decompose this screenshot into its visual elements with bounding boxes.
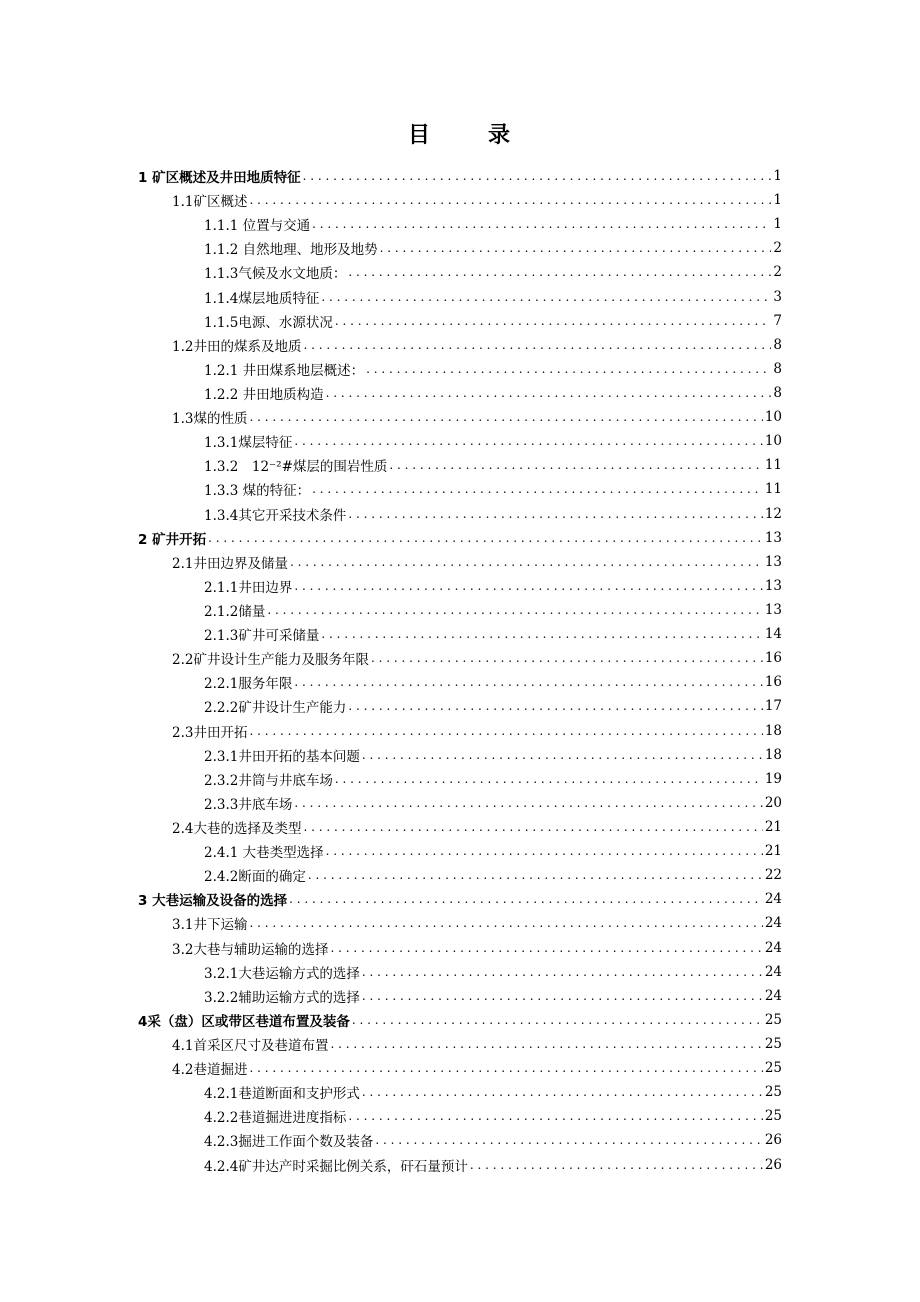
toc-entry-label: 1.1矿区概述 — [172, 194, 248, 211]
toc-entry-label: 2.2矿井设计生产能力及服务年限 — [172, 652, 369, 669]
toc-dot-leader — [303, 169, 772, 183]
toc-dot-leader — [249, 724, 762, 738]
toc-entry[interactable] — [138, 911, 782, 935]
toc-page-number: 2 — [773, 240, 782, 257]
toc-dot-leader — [362, 1085, 763, 1099]
toc-page-number: 24 — [764, 891, 782, 908]
toc-page-number: 25 — [764, 1084, 782, 1101]
toc-dot-leader — [326, 386, 772, 400]
toc-entry-label: 1.1.2 自然地理、地形及地势 — [204, 242, 378, 259]
toc-entry[interactable] — [138, 863, 782, 887]
toc-dot-leader — [249, 916, 762, 930]
toc-dot-leader — [208, 531, 763, 545]
toc-page-number: 1 — [773, 216, 782, 233]
toc-entry-label: 1.1.1 位置与交通 — [204, 218, 311, 235]
toc-page-number: 24 — [764, 987, 782, 1004]
toc-entry[interactable] — [138, 622, 782, 646]
toc-entry[interactable] — [138, 453, 782, 477]
toc-page-number: 24 — [764, 915, 782, 932]
toc-dot-leader — [294, 796, 762, 810]
toc-page-number: 10 — [764, 409, 782, 426]
toc-page-number: 18 — [764, 722, 782, 739]
toc-dot-leader — [330, 1037, 762, 1051]
toc-entry[interactable] — [138, 1080, 782, 1104]
table-of-contents — [138, 164, 782, 1177]
toc-dot-leader — [348, 699, 762, 713]
toc-entry-label: 2.3.1井田开拓的基本问题 — [204, 748, 360, 765]
toc-entry[interactable] — [138, 791, 782, 815]
toc-page-number: 26 — [764, 1156, 782, 1173]
toc-entry[interactable] — [138, 839, 782, 863]
toc-page-number: 16 — [764, 674, 782, 691]
toc-page-number: 11 — [764, 481, 782, 498]
toc-entry[interactable] — [138, 477, 782, 501]
toc-entry[interactable] — [138, 164, 782, 188]
toc-dot-leader — [308, 868, 763, 882]
toc-dot-leader — [249, 193, 771, 207]
toc-dot-leader — [312, 482, 763, 496]
toc-page-number: 1 — [773, 168, 782, 185]
toc-entry[interactable] — [138, 188, 782, 212]
toc-entry-label: 1.1.5电源、水源状况 — [204, 314, 333, 331]
toc-page-number: 11 — [764, 457, 782, 474]
toc-entry[interactable] — [138, 526, 782, 550]
toc-entry-label: 1.2.2 井田地质构造 — [204, 387, 324, 404]
toc-dot-leader — [348, 507, 762, 521]
toc-page-number: 2 — [773, 264, 782, 281]
toc-dot-leader — [348, 1109, 762, 1123]
toc-dot-leader — [321, 627, 762, 641]
toc-entry[interactable] — [138, 333, 782, 357]
toc-entry[interactable] — [138, 743, 782, 767]
page-title — [0, 118, 920, 149]
toc-page-number: 24 — [764, 939, 782, 956]
toc-dot-leader — [249, 410, 762, 424]
toc-dot-leader — [362, 748, 763, 762]
toc-entry-label: 4采（盘）区或带区巷道布置及装备 — [138, 1013, 350, 1030]
toc-entry-label: 1 矿区概述及井田地质特征 — [138, 170, 301, 187]
toc-entry[interactable] — [138, 550, 782, 574]
toc-page-number: 10 — [764, 433, 782, 450]
toc-entry-label: 1.3.4其它开采技术条件 — [204, 507, 347, 524]
toc-page-number: 17 — [764, 698, 782, 715]
toc-page-number: 1 — [773, 192, 782, 209]
toc-dot-leader — [321, 290, 771, 304]
toc-page-number: 25 — [764, 1060, 782, 1077]
toc-dot-leader — [326, 844, 763, 858]
toc-entry-label: 4.2.3掘进工作面个数及装备 — [204, 1134, 374, 1151]
toc-dot-leader — [335, 772, 763, 786]
toc-entry-label: 1.2.1 井田煤系地层概述： — [204, 362, 365, 379]
toc-dot-leader — [294, 675, 762, 689]
toc-entry-label: 1.3.3 煤的特征： — [204, 483, 311, 500]
toc-entry-label: 1.3.1煤层特征 — [204, 435, 293, 452]
toc-page-number: 21 — [764, 819, 782, 835]
toc-entry[interactable] — [138, 260, 782, 284]
toc-entry-label: 2.1.3矿井可采储量 — [204, 628, 320, 645]
toc-dot-leader — [470, 1158, 763, 1172]
toc-page-number: 16 — [764, 650, 782, 667]
toc-entry-label: 2.1井田边界及储量 — [172, 555, 288, 572]
toc-entry-label: 2.4大巷的选择及类型 — [172, 821, 302, 837]
toc-dot-leader — [294, 579, 762, 593]
toc-entry-label: 4.2.1巷道断面和支护形式 — [204, 1086, 360, 1103]
toc-entry-label: 1.1.3气候及水文地质： — [204, 266, 347, 283]
toc-entry[interactable] — [138, 212, 782, 236]
toc-entry[interactable] — [138, 1104, 782, 1128]
toc-entry[interactable] — [138, 236, 782, 260]
toc-entry[interactable] — [138, 719, 782, 743]
toc-dot-leader — [330, 941, 762, 955]
toc-entry-label: 3.2.2辅助运输方式的选择 — [204, 989, 360, 1006]
toc-entry-label: 3.1井下运输 — [172, 917, 248, 934]
toc-entry[interactable] — [138, 381, 782, 405]
toc-entry-label: 2.3井田开拓 — [172, 724, 248, 741]
toc-page-number: 8 — [773, 360, 782, 377]
toc-entry[interactable] — [138, 1128, 782, 1152]
toc-page-number: 12 — [764, 505, 782, 522]
toc-page-number: 13 — [764, 577, 782, 594]
toc-dot-leader — [352, 1013, 763, 1027]
toc-entry[interactable] — [138, 1008, 782, 1032]
toc-entry-label: 2 矿井开拓 — [138, 531, 207, 548]
toc-page-number: 21 — [764, 843, 782, 860]
toc-dot-leader — [335, 314, 772, 328]
toc-dot-leader — [375, 1133, 762, 1147]
toc-dot-leader — [303, 820, 762, 834]
toc-entry[interactable] — [138, 815, 782, 839]
toc-entry[interactable] — [138, 1056, 782, 1080]
toc-page-number: 19 — [764, 770, 782, 787]
toc-page-number: 26 — [764, 1132, 782, 1149]
toc-entry[interactable] — [138, 574, 782, 598]
toc-entry-label: 4.2巷道掘进 — [172, 1062, 248, 1079]
toc-page-number: 13 — [764, 529, 782, 546]
toc-entry-label: 2.4.1 大巷类型选择 — [204, 845, 324, 862]
toc-entry-label: 3.2.1大巷运输方式的选择 — [204, 965, 360, 982]
toc-dot-leader — [362, 989, 763, 1003]
toc-entry[interactable] — [138, 646, 782, 670]
toc-page-number: 24 — [764, 963, 782, 980]
toc-dot-leader — [294, 434, 762, 448]
toc-entry[interactable] — [138, 670, 782, 694]
toc-dot-leader — [267, 603, 762, 617]
toc-page-number: 25 — [764, 1011, 782, 1028]
toc-entry-label: 1.3煤的性质 — [172, 411, 248, 428]
toc-entry-label: 2.2.1服务年限 — [204, 676, 293, 693]
toc-page-number: 7 — [773, 312, 782, 329]
toc-entry-label: 1.2井田的煤系及地质 — [172, 338, 302, 355]
page-title-left: 目 — [407, 123, 432, 148]
toc-page-number: 18 — [764, 746, 782, 763]
toc-entry[interactable] — [138, 1152, 782, 1176]
toc-page-number: 3 — [773, 288, 782, 305]
toc-entry[interactable] — [138, 936, 782, 960]
toc-entry[interactable] — [138, 598, 782, 622]
toc-entry-label: 4.1首采区尺寸及巷道布置 — [172, 1037, 329, 1054]
toc-entry-label: 4.2.4矿井达产时采掘比例关系，矸石量预计 — [204, 1158, 468, 1175]
toc-page-number: 8 — [773, 385, 782, 402]
toc-entry-label: 2.1.2储量 — [204, 604, 266, 621]
toc-dot-leader — [362, 965, 763, 979]
toc-dot-leader — [289, 892, 763, 906]
toc-page-number: 25 — [764, 1035, 782, 1052]
toc-dot-leader — [371, 651, 763, 665]
toc-entry-label: 1.1.4煤层地质特征 — [204, 290, 320, 307]
toc-entry-label: 2.4.2断面的确定 — [204, 869, 306, 886]
toc-entry-label: 4.2.2巷道掘进进度指标 — [204, 1110, 347, 1127]
toc-dot-leader — [290, 555, 763, 569]
toc-entry[interactable] — [138, 984, 782, 1008]
toc-page-number: 20 — [764, 794, 782, 811]
toc-entry[interactable] — [138, 429, 782, 453]
toc-dot-leader — [380, 241, 772, 255]
toc-dot-leader — [389, 458, 762, 472]
toc-entry[interactable] — [138, 357, 782, 381]
toc-page-number: 13 — [764, 553, 782, 570]
toc-entry[interactable] — [138, 285, 782, 309]
toc-entry-label: 3.2大巷与辅助运输的选择 — [172, 941, 329, 958]
toc-entry-label: 2.3.2井筒与井底车场 — [204, 772, 333, 789]
toc-entry[interactable] — [138, 767, 782, 791]
toc-page-number: 13 — [764, 602, 782, 619]
toc-dot-leader — [312, 217, 771, 231]
toc-dot-leader — [249, 1061, 762, 1075]
toc-entry-label: 3 大巷运输及设备的选择 — [138, 893, 288, 910]
toc-entry-label: 2.1.1井田边界 — [204, 579, 293, 596]
toc-entry[interactable] — [138, 1032, 782, 1056]
toc-entry-label: 1.3.2 12⁻²#煤层的围岩性质 — [204, 459, 388, 476]
toc-entry-label: 2.2.2矿井设计生产能力 — [204, 700, 347, 717]
toc-dot-leader — [348, 265, 771, 279]
toc-entry[interactable] — [138, 694, 782, 718]
toc-entry-label: 2.3.3井底车场 — [204, 796, 293, 813]
page-title-right: 录 — [488, 123, 513, 148]
toc-page-number: 22 — [764, 867, 782, 884]
toc-entry[interactable] — [138, 309, 782, 333]
toc-entry[interactable] — [138, 960, 782, 984]
toc-page-number: 8 — [773, 336, 782, 353]
toc-page-number: 25 — [764, 1108, 782, 1125]
toc-dot-leader — [303, 338, 771, 352]
toc-entry[interactable] — [138, 502, 782, 526]
toc-entry[interactable] — [138, 887, 782, 911]
toc-entry[interactable] — [138, 405, 782, 429]
toc-page-number: 14 — [764, 626, 782, 643]
toc-dot-leader — [366, 362, 771, 376]
